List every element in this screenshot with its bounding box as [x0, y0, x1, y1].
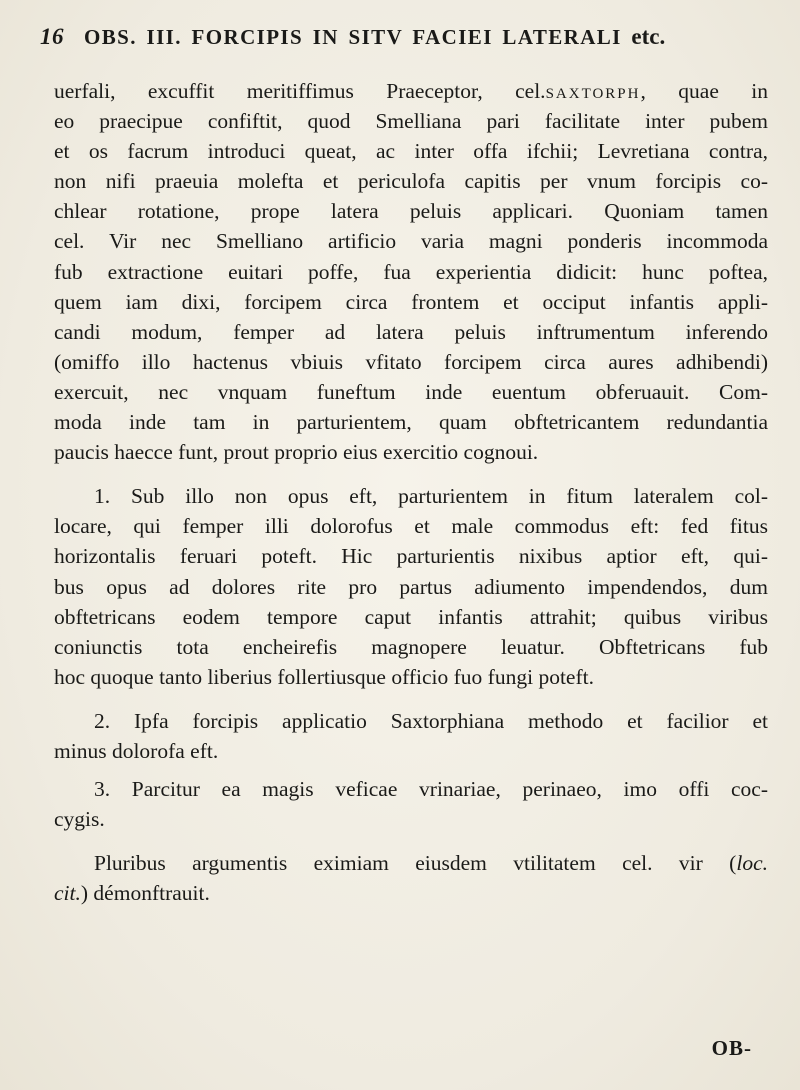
running-head [84, 22, 665, 52]
text-line: coniunctis tota encheirefis magnopere leuatur. Obftetricans fub [54, 634, 768, 659]
text-line: horizontalis feruari poteft. Hic parturientis nixibus aptior eft, qui- [54, 544, 768, 569]
text-line: chlear rotatione, prope latera peluis applicari. Quoniam tamen [54, 199, 768, 224]
text-line: (omiffo illo hactenus vbiuis vfitato forcipem circa aures adhibendi) [54, 349, 768, 374]
catchword: OB- [711, 1036, 752, 1060]
page-header [40, 22, 780, 52]
text-line: candi modum, femper ad latera peluis inftrumentum inferendo [54, 319, 768, 344]
paragraph-gap [54, 766, 768, 774]
citation-loc: loc. [736, 851, 768, 876]
paragraph-5 [54, 848, 768, 908]
text-line: Pluribus argumentis eximiam eiusdem vtilitatem cel. vir (loc. [94, 851, 768, 876]
text-line: locare, qui femper illi dolorofus et male commodus eft: fed fitus [54, 514, 768, 539]
paragraph-3 [54, 706, 768, 766]
running-head-title: OBS. III. FORCIPIS IN SITV FACIEI LATERALI [84, 25, 622, 49]
citation-cit: cit. [54, 881, 81, 906]
text-line: bus opus ad dolores rite pro partus adiumento impendendos, dum [54, 574, 768, 599]
text-line: exercuit, nec vnquam funeftum inde euentum obferuauit. Com- [54, 379, 768, 404]
text-line: uerfali, excuffit meritiffimus Praeceptor, cel.SAXTORPH, quae in [54, 79, 768, 103]
text-line: cygis. [54, 807, 105, 832]
text-line: minus dolorofa eft. [54, 738, 219, 763]
text-line: 1. Sub illo non opus eft, parturientem in fitum lateralem col- [94, 484, 768, 509]
text-line: quem iam dixi, forcipem circa frontem et occiput infantis appli- [54, 289, 768, 314]
paragraph-2 [54, 481, 768, 692]
paragraph-4 [54, 774, 768, 834]
text-line: cel. Vir nec Smelliano artificio varia magni ponderis incommoda [54, 229, 768, 254]
paragraph-gap [54, 834, 768, 848]
page-number: 16 [40, 24, 64, 49]
text-line: et os facrum introduci queat, ac inter offa ifchii; Levretiana contra, [54, 139, 768, 164]
running-head-etc: etc. [631, 24, 666, 49]
text-line: 2. Ipfa forcipis applicatio Saxtorphiana methodo et facilior et [94, 708, 768, 733]
author-name-smallcaps: SAXTORPH [545, 86, 641, 102]
paragraph-gap [54, 692, 768, 706]
body-text [54, 76, 768, 908]
paragraph-1 [54, 76, 768, 467]
text-line: paucis haecce funt, prout proprio eius exercitio cognoui. [54, 440, 539, 465]
text-line: fub extractione euitari poffe, fua experientia didicit: hunc poftea, [54, 259, 768, 284]
text-line: 3. Parcitur ea magis veficae vrinariae, perinaeo, imo offi coc- [94, 777, 768, 802]
text-line: moda inde tam in parturientem, quam obftetricantem redundantia [54, 410, 768, 435]
text-line: non nifi praeuia molefta et periculofa capitis per vnum forcipis co- [54, 169, 768, 194]
text-line: hoc quoque tanto liberius follertiusque officio fuo fungi poteft. [54, 664, 594, 689]
text-line: obftetricans eodem tempore caput infantis attrahit; quibus viribus [54, 604, 768, 629]
text-line: cit.) démonftrauit. [54, 881, 210, 906]
paragraph-gap [54, 467, 768, 481]
text-line: eo praecipue confiftit, quod Smelliana pari facilitate inter pubem [54, 109, 768, 134]
